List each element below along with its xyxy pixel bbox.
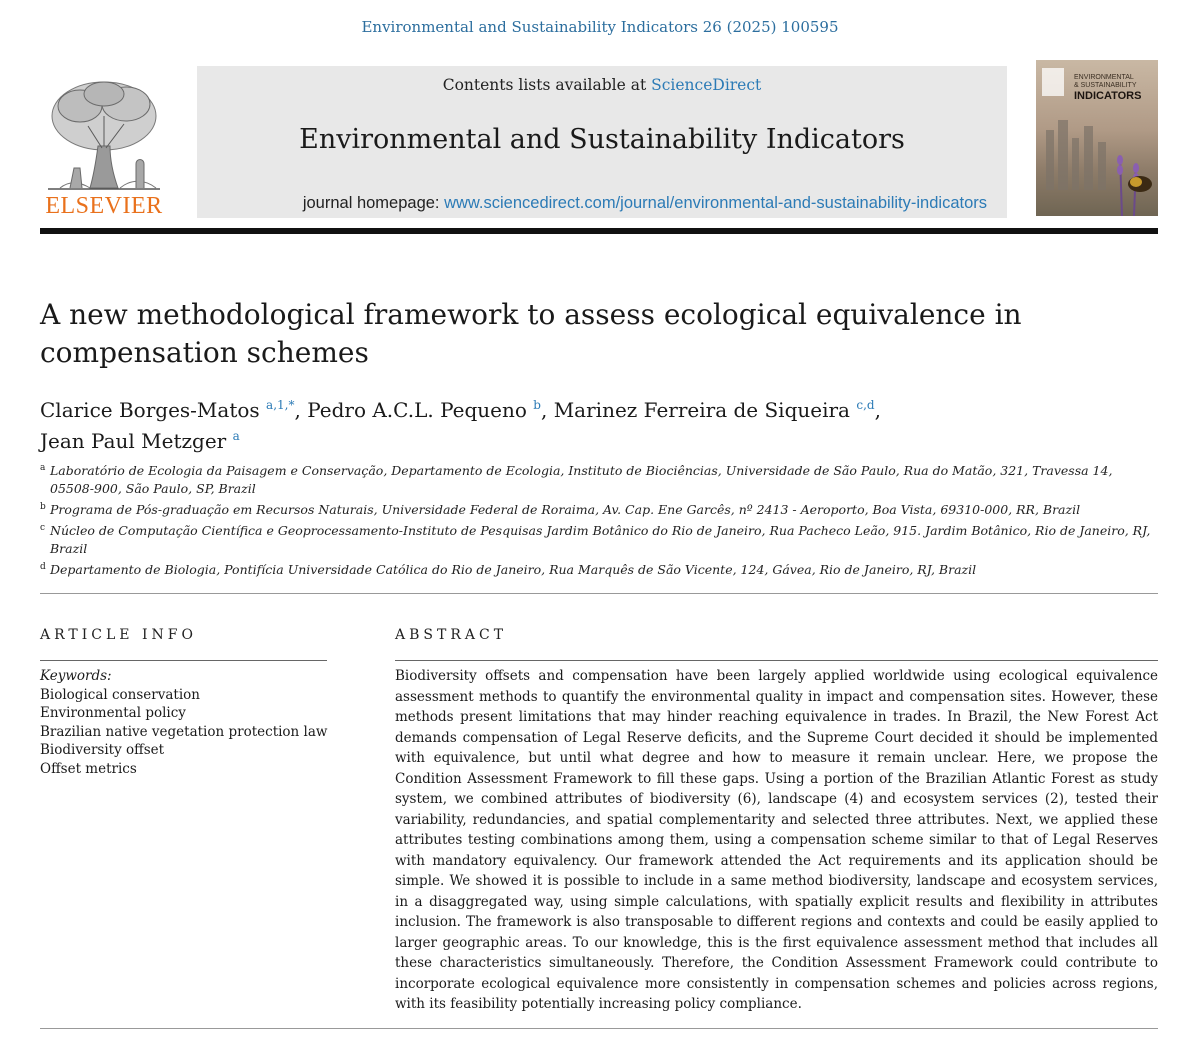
author-affiliation-marks[interactable]: a,1,* (266, 398, 295, 412)
affiliation-mark: c (40, 523, 46, 533)
elsevier-tree-illustration (40, 76, 168, 196)
keyword-item: Brazilian native vegetation protection law (40, 723, 328, 740)
abstract-text: Biodiversity offsets and compensation have been largely applied worldwide using ecological equivalence assessment methods to quantify the environmental quality in impact and compensation sites. However, these methods present limitations that may hinder reaching equivalence in trades. In Brazil, the New Forest Act demands compensation of Legal Reserve deficits, and the Supreme Court decided it should be implemented with equivalence, but until what degree and how to measure it remain unclear. Here, we propose the Condition Assessment Framework to fill these gaps. Using a portion of the Brazilian Atlantic Forest as study system, we combined attributes of biodiversity (6), landscape (4) and ecosystem services (2), tested their variability, redundancies, and spatial complementarity and selected three attributes. Next, we applied these attributes testing combinations among them, using a compensation scheme similar to that of Legal Reserves with mandatory equivalency. Our framework attended the Act requirements and its application should be simple. We showed it is possible to include in a same method biodiversity, landscape and ecosystem services, in a disaggregated way, using simple calculations, with spatially explicit results and flexibility in attributes inclusion. The framework is also transposable to different regions and contexts and could be easily applied to larger geographic areas. To our knowledge, this is the first equivalence assessment method that includes all these characteristics simultaneously. Therefore, the Condition Assessment Framework could contribute to incorporate ecological equivalence more consistently in compensation schemes and policies across regions, with its feasibility potentially increasing policy compliance. (395, 668, 1158, 1012)
author-affiliation-marks[interactable]: c,d (856, 398, 875, 412)
keyword-item: Biological conservation (40, 686, 200, 703)
cover-title-line1: ENVIRONMENTAL (1074, 74, 1134, 81)
homepage-link[interactable]: www.sciencedirect.com/journal/environmental-and-sustainability-indicators (444, 194, 987, 212)
contents-line (197, 76, 1007, 94)
article-info-rule (40, 660, 327, 661)
cover-title-line2: & SUSTAINABILITY (1074, 82, 1137, 89)
keywords-block (40, 667, 330, 778)
header-divider (40, 228, 1158, 234)
affiliation-item (40, 561, 1160, 579)
journal-citation[interactable]: Environmental and Sustainability Indicators 26 (2025) 100595 (361, 18, 839, 36)
journal-banner (197, 66, 1007, 218)
affiliation-mark: d (40, 562, 46, 572)
affiliation-text: Núcleo de Computação Científica e Geoprocessamento-Instituto de Pesquisas Jardim Botânico do Rio de Janeiro, Rua Pacheco Leão, 915. Jardim Botânico, Rio de Janeiro, RJ, Brazil (50, 523, 1151, 556)
affiliation-text: Programa de Pós-graduação em Recursos Naturais, Universidade Federal de Roraima, Av. Cap. Ene Garcês, nº 2413 - Aeroporto, Boa Vista, 69310-000, RR, Brazil (50, 502, 1081, 517)
footer-divider (40, 1028, 1158, 1029)
homepage-label: journal homepage: (302, 194, 445, 212)
author-name[interactable]: Clarice Borges-Matos (40, 398, 260, 422)
keyword-item: Biodiversity offset (40, 742, 165, 758)
affiliation-item (40, 501, 1160, 519)
affiliation-mark: a (40, 463, 46, 473)
journal-title: Environmental and Sustainability Indicators (299, 124, 905, 155)
author-name[interactable]: Pedro A.C.L. Pequeno (307, 398, 527, 422)
abstract-rule (395, 660, 1158, 661)
sciencedirect-link[interactable]: ScienceDirect (651, 76, 762, 94)
author-name[interactable]: Marinez Ferreira de Siqueira (553, 398, 850, 422)
affiliation-list (40, 462, 1160, 582)
article-info-heading: ARTICLE INFO (40, 627, 197, 643)
affiliations-divider (40, 593, 1158, 594)
author-affiliation-marks[interactable]: b (533, 398, 541, 412)
journal-cover-thumbnail[interactable] (1036, 60, 1158, 216)
journal-homepage-line (197, 194, 1007, 213)
cover-title (1074, 74, 1154, 102)
affiliation-text: Laboratório de Ecologia da Paisagem e Conservação, Departamento de Ecologia, Instituto de Biociências, Universidade de São Paulo, Rua do Matão, 321, Travessa 14, 05508-900, São Paulo, SP, Brazil (50, 463, 1113, 496)
affiliation-item (40, 522, 1160, 558)
affiliation-item (40, 462, 1160, 498)
cover-title-line3: INDICATORS (1074, 90, 1142, 102)
affiliation-mark: b (40, 502, 46, 512)
author-list: Clarice Borges-Matos $^{a,1,*}$, Pedro A.C.L. Pequeno $^b$, Marinez Ferreira de Siqueira $^{c,d}$, Jean Paul Metzger $^a$ (40, 398, 881, 453)
author-name[interactable]: Jean Paul Metzger (40, 429, 227, 453)
elsevier-wordmark: ELSEVIER (45, 193, 163, 219)
keyword-item: Environmental policy (40, 705, 186, 721)
article-title: A new methodological framework to assess ecological equivalence in compensation schemes (40, 298, 1022, 369)
keywords-label: Keywords: (40, 668, 112, 684)
author-affiliation-marks[interactable]: a (232, 429, 240, 443)
keyword-item: Offset metrics (40, 760, 137, 777)
affiliation-text: Departamento de Biologia, Pontifícia Universidade Católica do Rio de Janeiro, Rua Marquês de São Vicente, 124, Gávea, Rio de Janeiro, RJ, Brazil (50, 562, 977, 577)
contents-prefix: Contents lists available at (442, 76, 652, 94)
abstract-heading: ABSTRACT (395, 627, 508, 643)
